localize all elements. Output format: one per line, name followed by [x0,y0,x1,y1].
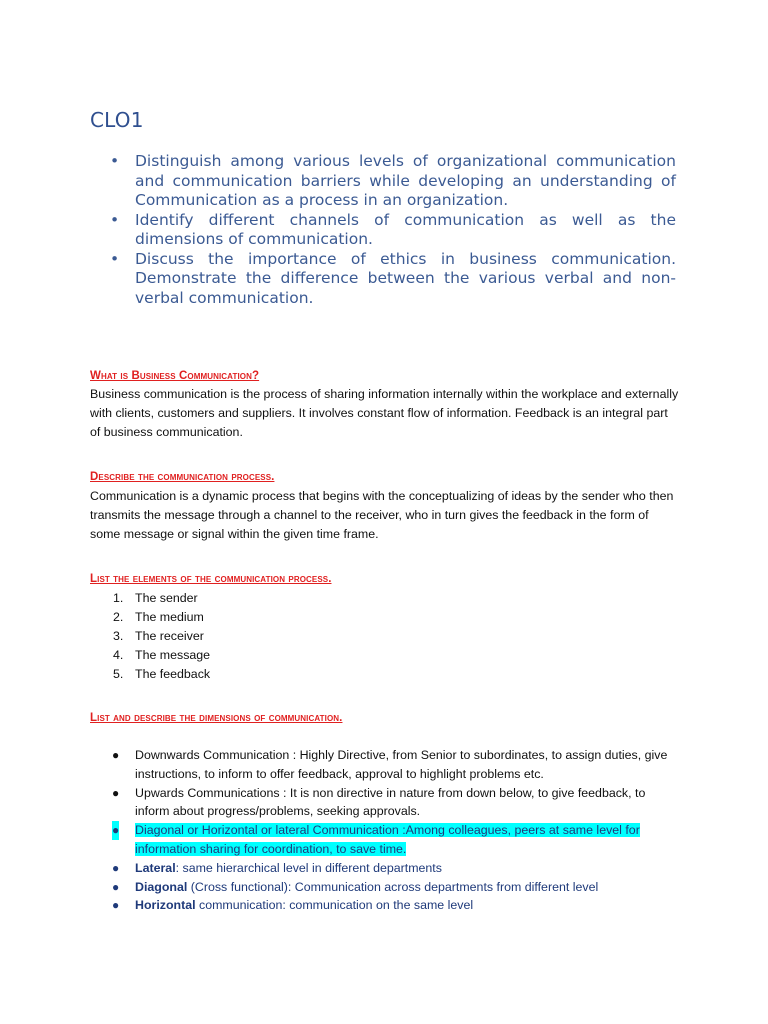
list-item-text: Diagonal or Horizontal or lateral Communication :Among colleagues, peers at same level for information sharing for coordination, to save time. [135,823,640,856]
paragraph-communication-process: Communication is a dynamic process that begins with the conceptualizing of ideas by the sender who then transmits the message through a channel to the receiver, who in turn gives the feedback in the form of some message or signal within the given time frame. [90,489,674,541]
list-number: 3. [113,629,124,643]
clo-objective-item: • Distinguish among various levels of organizational communication and communication barriers while developing an understanding of Communication as a process in an organization. [110,152,676,211]
bullet-icon: ● [112,785,120,800]
bullet-icon: ● [112,898,120,913]
paragraph-business-communication: Business communication is the process of sharing information internally within the workplace and externally with clients, customers and suppliers. It involves constant flow of information. Feedback is an integral part of business communication. [90,387,679,439]
list-number: 4. [113,648,124,662]
list-item [113,665,210,684]
list-item [110,896,680,915]
list-item [110,784,680,822]
bullet-icon: ● [112,821,119,840]
dimensions-list [110,746,680,915]
clo-objectives-list [110,152,676,308]
list-number: 1. [113,591,124,605]
heading-communication-process: Describe the communication process. [90,471,275,483]
clo-objective-item: • Identify different channels of communication as well as the dimensions of communication. [110,211,676,250]
list-item-text: Upwards Communications : It is non directive in nature from down below, to give feedback, to inform about progress/problems, seeking approvals. [135,785,646,819]
list-item [113,627,210,646]
heading-dimensions-of-communication: List and describe the dimensions of communication. [90,712,343,724]
list-item-text: communication: communication on the same level [195,898,474,913]
list-item-text: Downwards Communication : Highly Directive, from Senior to subordinates, to assign duties, give instructions, to inform to offer feedback, approval to highlight problems etc. [135,748,668,781]
list-number: 5. [113,667,124,681]
list-item [113,589,210,608]
list-number: 2. [113,610,124,624]
clo-objective-item: • Discuss the importance of ethics in business communication. Demonstrate the difference between the various verbal and non-verbal communication. [110,250,676,309]
term-bold: Diagonal [135,879,188,894]
list-item [110,746,680,784]
bullet-icon: ● [112,748,120,762]
list-item-text: The feedback [135,667,211,681]
heading-elements-of-process: List the elements of the communication process. [90,573,332,585]
list-item-text: (Cross functional): Communication across departments from different level [187,879,599,894]
list-item-text: The receiver [135,629,204,643]
term-bold: Horizontal [135,898,196,913]
term-bold: Lateral [135,860,176,875]
elements-list [113,589,210,684]
list-item-highlighted [110,821,680,859]
bullet-icon: ● [112,860,120,875]
list-item [110,859,680,878]
list-item-text: The medium [135,610,204,624]
list-item-text: The message [135,648,211,662]
list-item-text: : same hierarchical level in different departments [175,860,442,875]
list-item [113,646,210,665]
list-item-text: The sender [135,591,198,605]
bullet-icon: ● [112,879,120,894]
heading-what-is-business-communication: What is Business Communication? [90,370,260,382]
list-item [110,878,680,897]
clo-title: CLO1 [90,108,144,132]
list-item [113,608,210,627]
